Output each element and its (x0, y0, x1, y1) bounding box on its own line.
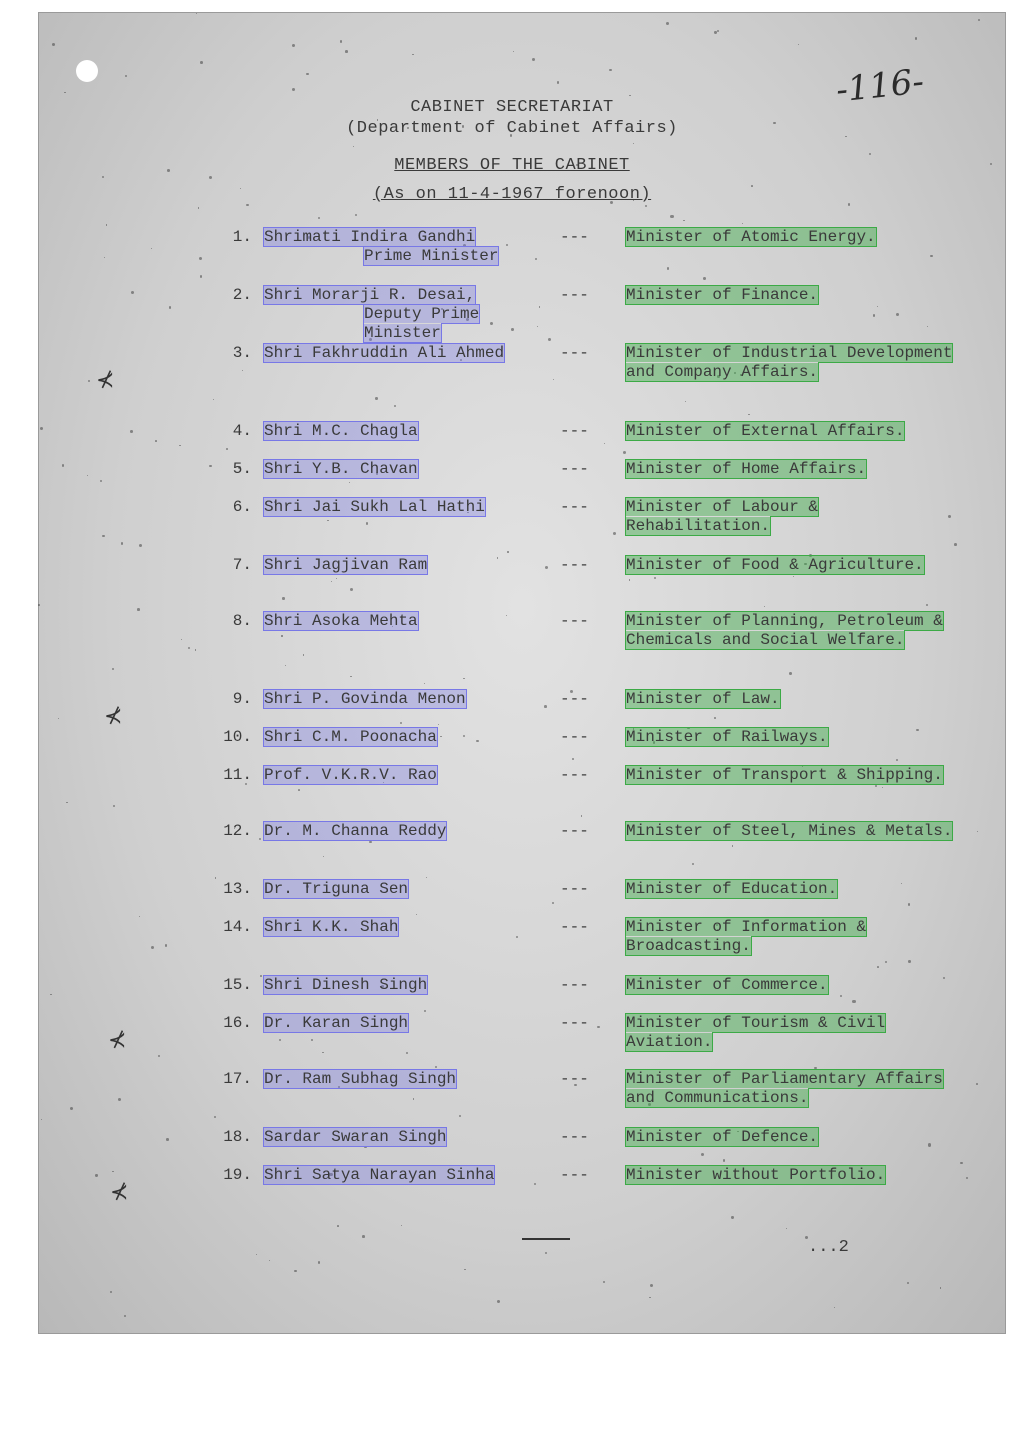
member-portfolio-text: Minister of External Affairs. (626, 422, 905, 440)
paper-speck (350, 588, 353, 591)
paper-speck (954, 543, 957, 546)
paper-speck (256, 1254, 257, 1255)
paper-speck (169, 306, 171, 308)
paper-speck (294, 1270, 297, 1273)
paper-speck (649, 1297, 650, 1298)
paper-speck (412, 54, 413, 55)
paper-speck (748, 414, 750, 416)
member-portfolio (626, 918, 966, 956)
member-portfolio-text: Minister of Steel, Mines & Metals. (626, 822, 953, 840)
paper-speck (213, 399, 214, 400)
paper-speck (303, 654, 304, 655)
paper-speck (908, 960, 911, 963)
paper-speck (165, 944, 167, 946)
member-name (264, 612, 564, 631)
paper-speck (355, 214, 357, 216)
member-number: 13. (223, 880, 252, 898)
paper-speck (209, 176, 212, 179)
paper-speck (70, 1107, 73, 1110)
paper-speck (960, 1162, 962, 1164)
paper-speck (112, 668, 114, 670)
paper-speck (400, 722, 402, 724)
member-number: 7. (232, 556, 252, 574)
punch-hole (76, 60, 98, 82)
member-name (264, 556, 564, 575)
paper-speck (413, 1098, 414, 1099)
paper-speck (179, 445, 180, 446)
member-number: 9. (232, 690, 252, 708)
margin-mark: ⊀ (104, 704, 123, 729)
paper-speck (64, 92, 66, 94)
paper-speck (50, 994, 51, 995)
member-name (264, 228, 564, 266)
paper-speck (41, 1119, 42, 1120)
paper-speck (188, 647, 190, 649)
member-portfolio (626, 1166, 966, 1185)
member-name (264, 728, 564, 747)
paper-speck (645, 205, 647, 207)
paper-speck (112, 1171, 114, 1173)
paper-speck (350, 676, 351, 677)
member-name-text: Prof. V.K.R.V. Rao (264, 766, 437, 784)
member-name-text: Shri Jai Sukh Lal Hathi (264, 498, 485, 516)
member-portfolio (626, 1014, 966, 1052)
separator-dash: --- (560, 228, 589, 246)
member-name (264, 880, 564, 899)
paper-speck (158, 1055, 160, 1057)
paper-speck (581, 815, 582, 816)
member-number: 10. (223, 728, 252, 746)
paper-speck (292, 88, 295, 91)
member-name (264, 1166, 564, 1185)
paper-speck (322, 1052, 324, 1054)
paper-speck (292, 44, 295, 47)
member-number: 15. (223, 976, 252, 994)
member-name-text: Shri M.C. Chagla (264, 422, 418, 440)
member-portfolio (626, 976, 966, 995)
member-name (264, 822, 564, 841)
paper-speck (869, 153, 871, 155)
paper-speck (125, 75, 127, 77)
paper-speck (95, 1174, 97, 1176)
member-portfolio-text: Minister of Defence. (626, 1128, 819, 1146)
separator-dash: --- (560, 728, 589, 746)
paper-speck (102, 176, 104, 178)
member-portfolio (626, 728, 966, 747)
member-name-text: Shri Jagjivan Ram (264, 556, 428, 574)
member-portfolio-text: Minister of Transport & Shipping. (626, 766, 943, 784)
paper-speck (786, 1228, 787, 1229)
paper-speck (226, 448, 228, 450)
paper-speck (118, 1098, 121, 1101)
paper-speck (623, 451, 626, 454)
member-portfolio (626, 690, 966, 709)
member-name-text: Shri Morarji R. Desai, (264, 286, 476, 304)
member-portfolio (626, 1128, 966, 1147)
paper-speck (683, 220, 685, 222)
member-name (264, 918, 564, 937)
paper-speck (106, 224, 107, 225)
member-number: 1. (232, 228, 252, 246)
paper-speck (345, 50, 348, 53)
paper-speck (130, 430, 133, 433)
paper-speck (200, 275, 202, 277)
separator-dash: --- (560, 498, 589, 516)
paper-speck (327, 520, 329, 522)
paper-speck (424, 1010, 426, 1012)
separator-dash: --- (560, 286, 589, 304)
paper-speck (151, 946, 154, 949)
paper-speck (198, 207, 200, 209)
member-name (264, 422, 564, 441)
member-portfolio-text: Minister of Food & Agriculture. (626, 556, 924, 574)
paper-speck (609, 69, 612, 72)
paper-speck (731, 1216, 733, 1218)
paper-speck (552, 902, 554, 904)
paper-speck (907, 1282, 909, 1284)
paper-speck (629, 579, 631, 581)
paper-speck (926, 604, 929, 607)
paper-speck (58, 718, 59, 719)
member-portfolio (626, 822, 966, 841)
separator-dash: --- (560, 766, 589, 784)
member-portfolio-text: Minister of Labour & Rehabilitation. (626, 498, 819, 535)
member-name (264, 1070, 564, 1089)
paper-speck (717, 30, 719, 32)
paper-speck (896, 759, 898, 761)
paper-speck (977, 831, 978, 832)
paper-speck (155, 440, 157, 442)
member-name-text: Dr. Karan Singh (264, 1014, 409, 1032)
paper-speck (349, 482, 350, 483)
margin-mark: ⊀ (110, 1180, 129, 1205)
member-name (264, 690, 564, 709)
paper-speck (102, 535, 105, 538)
paper-speck (513, 51, 514, 52)
member-name (264, 460, 564, 479)
paper-speck (438, 724, 439, 725)
member-number: 4. (232, 422, 252, 440)
paper-speck (604, 443, 605, 444)
paper-speck (340, 40, 342, 42)
paper-speck (336, 578, 337, 579)
paper-speck (877, 966, 879, 968)
paper-speck (940, 1287, 941, 1288)
paper-speck (597, 1026, 600, 1029)
paper-speck (798, 44, 799, 45)
separator-dash: --- (560, 1014, 589, 1032)
member-portfolio (626, 1070, 966, 1108)
member-portfolio (626, 286, 966, 305)
paper-speck (200, 61, 203, 64)
member-number: 5. (232, 460, 252, 478)
paper-speck (331, 581, 332, 582)
paper-speck (214, 1116, 216, 1118)
paper-speck (789, 672, 792, 675)
document-title: MEMBERS OF THE CABINET (394, 156, 630, 175)
member-name (264, 1128, 564, 1147)
paper-speck (424, 683, 426, 685)
member-portfolio-text: Minister of Tourism & Civil Aviation. (626, 1014, 886, 1051)
paper-speck (323, 856, 324, 857)
member-portfolio-text: Minister of Law. (626, 690, 780, 708)
paper-speck (666, 22, 669, 25)
paper-speck (366, 522, 369, 525)
paper-speck (88, 380, 90, 382)
handwritten-page-number: -116- (834, 61, 926, 111)
member-portfolio-text: Minister of Planning, Petroleum & Chemicals and Social Welfare. (626, 612, 943, 649)
member-name-text: Shri P. Govinda Menon (264, 690, 466, 708)
member-portfolio (626, 612, 966, 650)
member-name-text: Dr. Ram Subhag Singh (264, 1070, 457, 1088)
paper-speck (426, 877, 428, 879)
member-portfolio-text: Minister of Parliamentary Affairs and Communications. (626, 1070, 943, 1107)
separator-dash: --- (560, 1166, 589, 1184)
paper-speck (285, 665, 286, 666)
separator-dash: --- (560, 918, 589, 936)
paper-speck (742, 223, 743, 224)
paper-speck (306, 73, 308, 75)
paper-speck (298, 789, 300, 791)
paper-speck (242, 370, 243, 371)
paper-speck (353, 146, 354, 147)
paper-speck (318, 217, 320, 219)
paper-speck (714, 717, 716, 719)
member-number: 8. (232, 612, 252, 630)
separator-dash: --- (560, 422, 589, 440)
member-name-text: Shri Fakhruddin Ali Ahmed (264, 344, 505, 362)
paper-speck (459, 1115, 461, 1117)
paper-speck (435, 1066, 437, 1068)
member-portfolio (626, 556, 966, 575)
paper-speck (369, 841, 371, 843)
paper-speck (131, 291, 134, 294)
member-portfolio (626, 460, 966, 479)
paper-speck (151, 248, 152, 249)
paper-speck (104, 257, 105, 258)
paper-speck (110, 1291, 112, 1293)
member-portfolio-text: Minister of Railways. (626, 728, 828, 746)
paper-speck (181, 639, 183, 641)
member-number: 12. (223, 822, 252, 840)
member-designation: Prime Minister (364, 247, 499, 265)
member-designation: Deputy Prime Minister (364, 305, 480, 342)
separator-dash: --- (560, 460, 589, 478)
member-number: 19. (223, 1166, 252, 1184)
paper-speck (896, 313, 899, 316)
separator-dash: --- (560, 344, 589, 362)
paper-speck (978, 19, 981, 22)
separator-dash: --- (560, 1128, 589, 1146)
member-name (264, 286, 564, 343)
paper-speck (873, 314, 875, 316)
paper-speck (318, 1261, 320, 1263)
paper-speck (362, 1235, 365, 1238)
member-name-text: Shri K.K. Shah (264, 918, 399, 936)
paper-speck (557, 81, 559, 83)
paper-speck (497, 1300, 500, 1303)
paper-speck (401, 1225, 402, 1226)
member-number: 18. (223, 1128, 252, 1146)
paper-speck (654, 577, 656, 579)
member-name-text: Sardar Swaran Singh (264, 1128, 447, 1146)
member-portfolio-text: Minister without Portfolio. (626, 1166, 886, 1184)
paper-speck (375, 397, 378, 400)
paper-speck (532, 58, 535, 61)
paper-speck (966, 1177, 968, 1179)
paper-speck (139, 916, 141, 918)
paper-speck (670, 215, 673, 218)
member-number: 3. (232, 344, 252, 362)
member-name-text: Shri Asoka Mehta (264, 612, 418, 630)
paper-speck (882, 787, 883, 788)
paper-speck (166, 1138, 169, 1141)
paper-speck (685, 401, 686, 402)
continued-marker: ...2 (808, 1238, 849, 1257)
paper-speck (732, 845, 734, 847)
paper-speck (633, 143, 634, 144)
member-portfolio-text: Minister of Home Affairs. (626, 460, 867, 478)
member-name-text: Dr. Triguna Sen (264, 880, 409, 898)
member-number: 17. (223, 1070, 252, 1088)
paper-speck (66, 802, 68, 804)
paper-speck (269, 1260, 271, 1262)
member-portfolio (626, 880, 966, 899)
paper-speck (337, 1225, 339, 1227)
member-number: 11. (223, 766, 252, 784)
paper-speck (38, 604, 40, 606)
paper-speck (701, 1153, 704, 1156)
separator-dash: --- (560, 976, 589, 994)
member-name (264, 498, 564, 517)
paper-speck (629, 95, 631, 97)
paper-speck (195, 649, 196, 650)
member-number: 16. (223, 1014, 252, 1032)
paper-speck (764, 606, 765, 607)
separator-dash: --- (560, 690, 589, 708)
member-name (264, 766, 564, 785)
paper-speck (667, 267, 669, 269)
member-name-text: Shri Dinesh Singh (264, 976, 428, 994)
paper-speck (572, 758, 574, 760)
paper-speck (281, 635, 282, 636)
separator-dash: --- (560, 822, 589, 840)
member-portfolio-text: Minister of Education. (626, 880, 838, 898)
paper-speck (416, 914, 417, 915)
member-portfolio (626, 228, 966, 247)
member-portfolio-text: Minister of Atomic Energy. (626, 228, 876, 246)
paper-speck (394, 405, 396, 407)
paper-speck (196, 13, 197, 14)
member-name (264, 344, 564, 363)
header-department: (Department of Cabinet Affairs) (346, 119, 678, 138)
margin-mark: ⊀ (96, 368, 115, 393)
paper-speck (703, 277, 706, 280)
member-portfolio (626, 422, 966, 441)
paper-speck (976, 1083, 978, 1085)
paper-speck (603, 1281, 606, 1284)
member-name-text: Shrimati Indira Gandhi (264, 228, 476, 246)
paper-speck (279, 1039, 281, 1041)
paper-speck (40, 427, 43, 430)
paper-speck (885, 961, 887, 963)
separator-dash: --- (560, 556, 589, 574)
paper-speck (282, 597, 284, 599)
paper-speck (507, 551, 508, 552)
separator-dash: --- (560, 1070, 589, 1088)
paper-speck (406, 1052, 408, 1054)
member-portfolio-text: Minister of Industrial Development and Company Affairs. (626, 344, 953, 381)
separator-dash: --- (560, 612, 589, 630)
paper-speck (260, 975, 262, 977)
member-name (264, 1014, 564, 1033)
paper-speck (62, 464, 65, 467)
margin-mark: ⊀ (108, 1028, 127, 1053)
paper-speck (113, 805, 115, 807)
paper-speck (927, 326, 928, 327)
paper-speck (52, 43, 55, 46)
paper-speck (121, 542, 123, 544)
paper-speck (613, 532, 616, 535)
paper-speck (692, 863, 694, 865)
paper-speck (215, 877, 217, 879)
member-name-text: Shri Satya Narayan Sinha (264, 1166, 495, 1184)
paper-speck (834, 1307, 836, 1309)
paper-speck (87, 475, 89, 477)
document-date: (As on 11-4-1967 forenoon) (372, 185, 652, 204)
paper-speck (464, 1269, 465, 1270)
member-number: 6. (232, 498, 252, 516)
member-portfolio-text: Minister of Information & Broadcasting. (626, 918, 867, 955)
paper-speck (908, 903, 910, 905)
separator-dash: --- (560, 880, 589, 898)
member-number: 14. (223, 918, 252, 936)
paper-speck (259, 838, 261, 840)
member-name-text: Shri C.M. Poonacha (264, 728, 437, 746)
paper-speck (553, 379, 554, 380)
member-portfolio (626, 344, 966, 382)
paper-speck (930, 255, 932, 257)
paper-speck (311, 1039, 313, 1041)
paper-speck (877, 306, 878, 307)
paper-speck (793, 576, 794, 577)
member-name-text: Shri Y.B. Chavan (264, 460, 418, 478)
member-name-text: Dr. M. Channa Reddy (264, 822, 447, 840)
member-portfolio (626, 766, 966, 785)
member-portfolio-text: Minister of Commerce. (626, 976, 828, 994)
member-portfolio-text: Minister of Finance. (626, 286, 819, 304)
paper-speck (723, 1159, 726, 1162)
footer-rule (522, 1238, 570, 1240)
paper-speck (463, 678, 465, 680)
paper-speck (139, 544, 142, 547)
paper-speck (199, 257, 202, 260)
paper-speck (852, 1000, 855, 1003)
paper-speck (100, 480, 102, 482)
member-name (264, 976, 564, 995)
member-portfolio (626, 498, 966, 536)
paper-speck (124, 1315, 126, 1317)
header-secretariat: CABINET SECRETARIAT (410, 98, 614, 117)
paper-speck (137, 608, 140, 611)
paper-speck (714, 31, 716, 33)
paper-speck (915, 37, 917, 39)
paper-speck (650, 1284, 653, 1287)
member-number: 2. (232, 286, 252, 304)
paper-speck (545, 1252, 547, 1254)
